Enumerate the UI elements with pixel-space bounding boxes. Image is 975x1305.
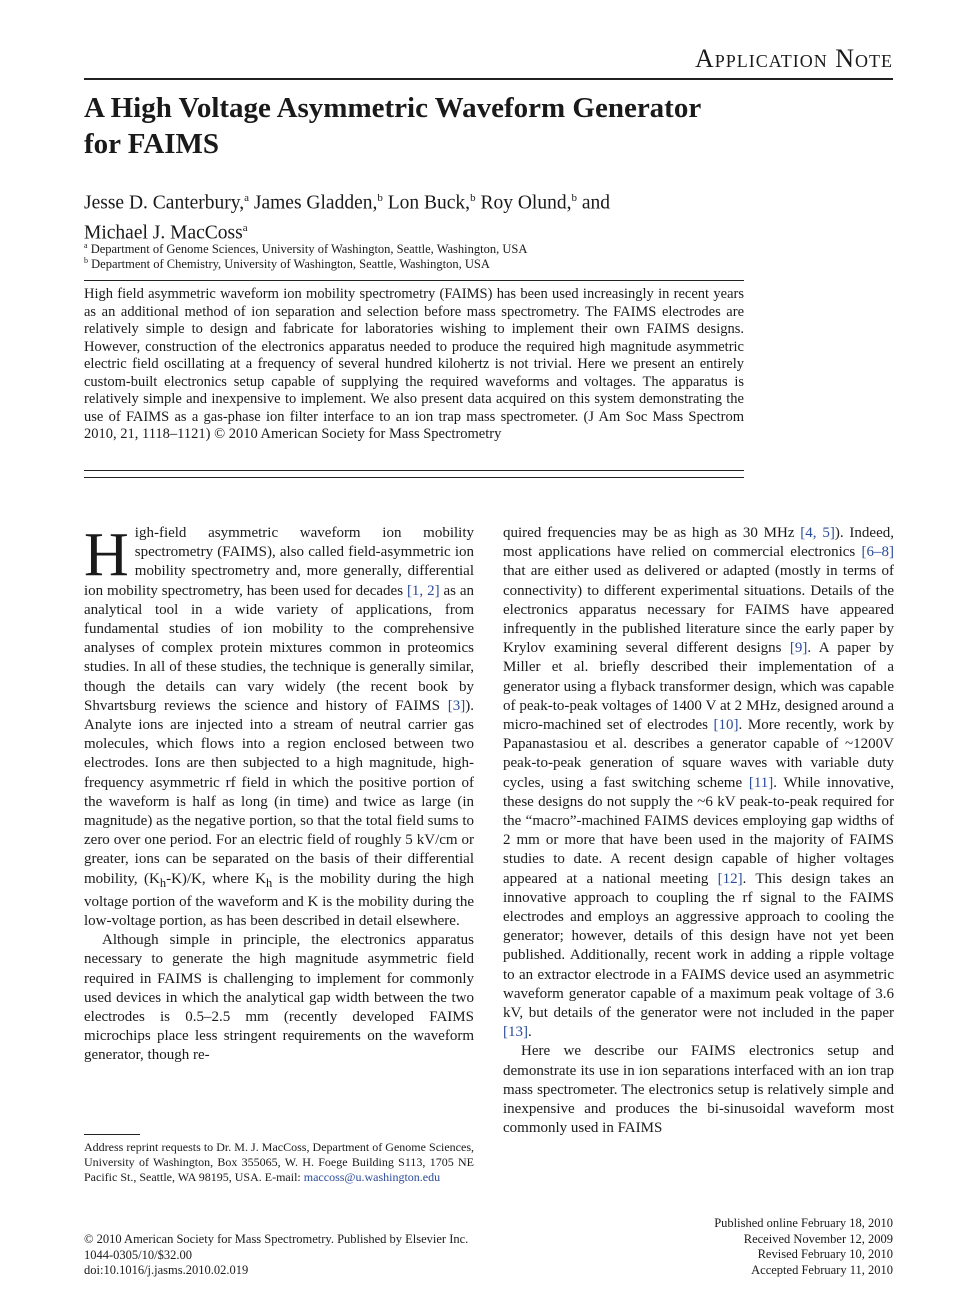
drop-cap: H — [84, 521, 129, 589]
author: Jesse D. Canterbury, — [84, 192, 245, 214]
abstract-rule-top — [84, 280, 744, 281]
affiliation-mark: a — [244, 192, 250, 204]
text-run: . A paper by Miller et al. briefly described their implementation of a generator using a flyback transformer design, which was capable of peak-to-peak voltages of 1400 V at 2 MHz, designed around a micro-machined set of electrodes — [503, 640, 894, 734]
text-run: igh-field asymmetric waveform ion mobility spectrometry (FAIMS), also called field-asymmetric ion mobility spectrometry and, more generally, differential ion mobility spectrometry, has been used for decades — [84, 525, 474, 599]
affiliation-text: Department of Genome Sciences, University of Washington, Seattle, Washington, USA — [90, 242, 528, 257]
subscript: h — [265, 875, 273, 890]
publication-dates — [714, 1216, 893, 1278]
author-conjunction: and — [581, 192, 610, 214]
text-run: ). Analyte ions are injected into a stream of neutral carrier gas molecules, which flows into a region enclosed between two electrodes. Ions are then subjected to a high magnitude, high-frequency asymmetric rf field in which the positive portion of the waveform is half as long (in time) and twice as large (in magnitude) as the negative portion, so that the total field sums to zero over one period. For an electric field of roughly 5 kV/cm or greater, ions can be separated on the basis of their differential mobility, (K — [84, 697, 474, 887]
section-label: Application Note — [694, 44, 893, 73]
date-revised: Revised February 10, 2010 — [757, 1247, 893, 1261]
text-run: . — [528, 1024, 532, 1041]
affiliation-mark: b — [84, 256, 88, 265]
paragraph: Although simple in principle, the electronics apparatus necessary to generate the high magnitude asymmetric field required in FAIMS is challenging to implement for commonly used devices in which the analytical gap width between the two electrodes is 0.5–2.5 mm (recently developed FAIMS microchips place less stringent requirements on the waveform generator, though re- — [84, 932, 474, 1064]
citation-link[interactable]: [13] — [503, 1024, 528, 1041]
paragraph: Here we describe our FAIMS electronics setup and demonstrate its use in ion separations interfaced with an ion trap mass spectrometer. The electronics setup is relatively simple and inexpensive and produces the bi-sinusoidal waveform most commonly used in FAIMS — [503, 1043, 894, 1137]
affiliation-mark: b — [571, 192, 577, 204]
abstract: High field asymmetric waveform ion mobility spectrometry (FAIMS) has been used increasingly in recent years as an additional method of ion separation and selection before mass spectrometry. The FAIMS electrodes are relatively simple to design and fabricate for laboratories wishing to implement their own FAIMS designs. However, construction of the electronics apparatus needed to produce the required high magnitude asymmetric electric field oscillating at a frequency of several hundred kilohertz is not trivial. Here we present an entirely custom-built electronics setup capable of supplying the required waveforms and voltages. The apparatus is relatively simple and inexpensive to implement. We also present data acquired on this system demonstrating the use of FAIMS as a gas-phase ion filter interface to an ion trap mass spectrometer. (J Am Soc Mass Spectrom 2010, 21, 1118–1121) © 2010 American Society for Mass Spectrometry — [84, 286, 744, 442]
body-column-right — [503, 524, 894, 1139]
affiliation-mark: a — [84, 241, 88, 250]
abstract-rule-bottom — [84, 470, 744, 471]
text-run: . While innovative, these designs do not supply the ~6 kV peak-to-peak required for the “macro”-machined FAIMS devices employing gap widths of 2 mm or more that have been used in the majority of FAIMS studies to date. A recent design capable of higher voltages appeared at a national meeting — [503, 774, 894, 887]
body-column-left — [84, 521, 475, 1066]
date-received: Received November 12, 2009 — [743, 1231, 893, 1246]
article-title: A High Voltage Asymmetric Waveform Generator for FAIMS — [84, 92, 701, 160]
subscript: h — [159, 875, 167, 890]
text-run: is the mobility during the high voltage portion of the waveform and K is the mobility during the low-voltage portion, as has been described in detail elsewhere. — [84, 870, 474, 930]
author: James Gladden, — [253, 192, 378, 214]
paragraph — [84, 521, 475, 931]
citation-link[interactable]: [1, 2] — [406, 582, 440, 599]
citation-link[interactable]: [12] — [717, 870, 743, 887]
date-accepted: Accepted February 11, 2010 — [751, 1262, 893, 1277]
citation-link[interactable]: [4, 5] — [800, 525, 835, 541]
text-run: ). Indeed, most applications have relied on commercial electronics — [503, 525, 894, 561]
citation-link[interactable]: [10] — [713, 717, 739, 734]
author-list — [84, 186, 744, 245]
author: Michael J. MacCoss — [84, 222, 243, 243]
abstract-rule-bottom — [84, 477, 744, 478]
affiliation-mark: a — [242, 221, 248, 234]
affiliation — [84, 253, 490, 272]
citation-link[interactable]: [9] — [789, 640, 808, 657]
text-run: -K)/K, where K — [166, 870, 266, 887]
footnote-text: Address reprint requests to Dr. M. J. MacCoss, Department of Genome Sciences, University of Washington, Box 355065, W. H. Foege Building S113, 1705 NE Pacific St., Seattle, WA 98195, USA. E-mail: — [84, 1140, 474, 1184]
affiliation-mark: b — [377, 192, 383, 204]
date-published-online: Published online February 18, 2010 — [714, 1216, 893, 1230]
copyright-line: © 2010 American Society for Mass Spectrometry. Published by Elsevier Inc. — [84, 1232, 469, 1246]
paragraph — [503, 524, 894, 1042]
text-run: . This design takes an innovative approach to coupling the rf signal to the FAIMS electrodes and employs an aggressive approach to cooling the generator; however, details of this design have not yet been published. Additionally, recent work in adding a ripple voltage to an extractor electrode in a FAIMS device used an asymmetric waveform generator capable of a maximum peak voltage of 3.6 kV, but details of the generator were not included in the paper — [503, 870, 894, 1022]
author: Roy Olund, — [480, 192, 572, 214]
affiliation-text: Department of Chemistry, University of Washington, Seattle, Washington, USA — [91, 257, 490, 272]
issn-price: 1044-0305/10/$32.00 — [84, 1247, 192, 1262]
header-rule — [84, 78, 893, 80]
citation-link[interactable]: [11] — [748, 774, 774, 791]
correspondence-footnote — [84, 1140, 474, 1185]
text-run: as an analytical tool in a wide variety of applications, from fundamental studies of ion mobility to the comprehensive analyses of complex protein mixtures common in proteomics studies. In all of these studies, the technique is generally similar, though the details can vary widely (the recent book by Shvartsburg reviews the science and history of FAIMS — [84, 582, 475, 714]
doi: doi:10.1016/j.jasms.2010.02.019 — [84, 1263, 249, 1277]
text-run: that are either used as delivered or adapted (mostly in terms of connectivity) to different experimental situations. Details of the electronics apparatus necessary for FAIMS have appeared infrequently in the published literature since the early paper by Krylov examining several different designs — [503, 563, 894, 657]
email-link[interactable]: maccoss@u.washington.edu — [303, 1170, 441, 1184]
text-run: quired frequencies may be as high as 30 MHz — [503, 525, 801, 541]
citation-link[interactable]: [3] — [447, 697, 466, 714]
text-run: . More recently, work by Papanastasiou et al. describes a generator capable of ~1200V peak-to-peak generation of square waves with variable duty cycles, using a fast switching scheme — [503, 717, 894, 791]
footnote-rule — [84, 1134, 140, 1135]
citation-link[interactable]: [6–8] — [861, 544, 894, 561]
affiliation-mark: b — [470, 192, 476, 204]
copyright-block — [84, 1232, 468, 1279]
author: Lon Buck, — [387, 192, 471, 214]
